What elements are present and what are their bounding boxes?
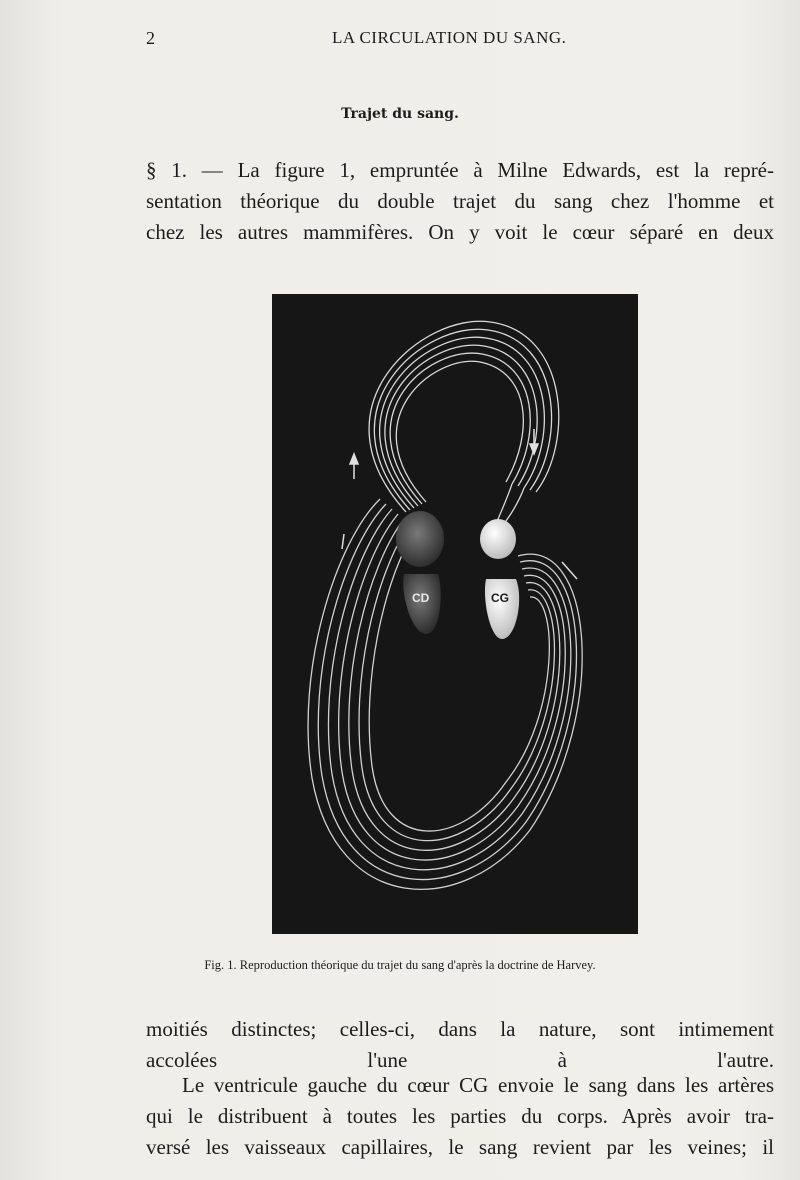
- paragraph-3-line: versé les vaisseaux capillaires, le sang revient par les veines; il: [146, 1135, 774, 1159]
- label-cd: CD: [412, 591, 430, 605]
- paragraph-2-line: moitiés distinctes; celles-ci, dans la nature, sont intimement: [146, 1017, 774, 1041]
- heart-right-side: [396, 511, 444, 634]
- paragraph-1-line: chez les autres mammifères. On y voit le cœur séparé en deux: [146, 220, 774, 244]
- arrow-left-up-icon: [342, 534, 344, 549]
- figure-caption: Fig. 1. Reproduction théorique du trajet du sang d'après la doctrine de Harvey.: [204, 958, 596, 972]
- paragraph-2-line: accolées l'une à l'autre.: [146, 1048, 774, 1072]
- paragraph-3-line: Le ventricule gauche du cœur CG envoie le sang dans les artères: [182, 1073, 774, 1097]
- label-cg: CG: [491, 591, 509, 605]
- running-title: LA CIRCULATION DU SANG.: [332, 28, 567, 47]
- upper-vessel-loop: [369, 321, 559, 526]
- lower-vessel-loop: [308, 499, 582, 889]
- page-header: [0, 28, 800, 52]
- paragraph-1-line: sentation théorique du double trajet du sang chez l'homme et: [146, 189, 774, 213]
- arrow-down-head-icon: [530, 444, 538, 454]
- paragraph-2: [146, 1014, 774, 1076]
- paragraph-1-line: § 1. — La figure 1, empruntée à Milne Edwards, est la repré-: [146, 158, 774, 182]
- circulation-figure: [272, 294, 638, 934]
- paragraph-3: [146, 1070, 774, 1163]
- arrow-right-icon: [562, 562, 577, 579]
- page-number: 2: [146, 28, 156, 48]
- section-title: Trajet du sang.: [341, 106, 459, 122]
- circulation-diagram: [272, 294, 638, 934]
- arrow-up-head-icon: [350, 454, 358, 464]
- paragraph-3-line: qui le distribuent à toutes les parties du corps. Après avoir tra-: [146, 1104, 774, 1128]
- heart-left-side: [480, 519, 519, 639]
- paragraph-1: [146, 155, 774, 248]
